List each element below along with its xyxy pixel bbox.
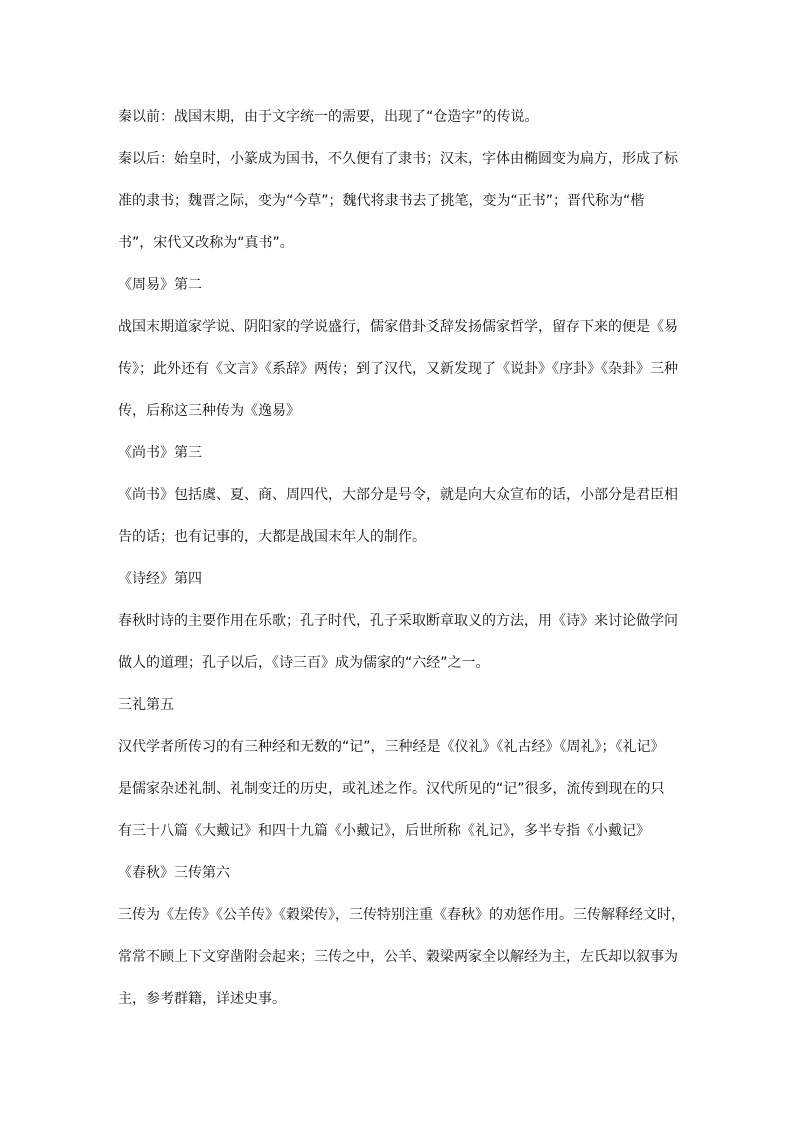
paragraph-line: 常常不顾上下文穿凿附会起来；三传之中，公羊、穀梁两家全以解经为主，左氏却以叙事为 xyxy=(118,949,678,965)
paragraph-line: 传》；此外还有《文言》《系辞》两传；到了汉代，又新发现了《说卦》《序卦》《杂卦》三种 xyxy=(118,361,678,377)
paragraph-line: 春秋时诗的主要作用在乐歌；孔子时代，孔子采取断章取义的方法，用《诗》来讨论做学问 xyxy=(118,613,678,629)
section-heading: 三礼第五 xyxy=(118,697,174,713)
paragraph-line: 告的话；也有记事的，大都是战国末年人的制作。 xyxy=(118,529,426,545)
paragraph-line: 汉代学者所传习的有三种经和无数的“记”，三种经是《仪礼》《礼古经》《周礼》；《礼记》 xyxy=(118,739,665,755)
section-heading: 《尚书》第三 xyxy=(118,445,202,461)
section-heading: 《春秋》三传第六 xyxy=(118,865,230,881)
paragraph-line: 三传为《左传》《公羊传》《穀梁传》，三传特别注重《春秋》的劝惩作用。三传解释经文时， xyxy=(118,907,685,923)
paragraph-line: 秦以后：始皇时，小篆成为国书，不久便有了隶书；汉末，字体由椭圆变为扁方，形成了标 xyxy=(118,151,678,167)
paragraph-line: 《尚书》包括虞、夏、商、周四代，大部分是号令，就是向大众宣布的话，小部分是君臣相 xyxy=(118,487,678,503)
paragraph-line: 是儒家杂述礼制、礼制变迁的历史，或礼述之作。汉代所见的“记”很多，流传到现在的只 xyxy=(118,781,665,797)
paragraph-line: 主，参考群籍，详述史事。 xyxy=(118,991,286,1007)
section-heading: 《周易》第二 xyxy=(118,277,202,293)
paragraph-line: 有三十八篇《大戴记》和四十九篇《小戴记》，后世所称《礼记》，多半专指《小戴记》 xyxy=(118,823,650,839)
paragraph-line: 准的隶书；魏晋之际，变为“今草”；魏代将隶书去了挑笔，变为“正书”；晋代称为“楷 xyxy=(118,193,645,209)
paragraph-line: 战国末期道家学说、阴阳家的学说盛行，儒家借卦爻辞发扬儒家哲学，留存下来的便是《易 xyxy=(118,319,678,335)
paragraph-line: 传，后称这三种传为《逸易》 xyxy=(118,403,300,419)
paragraph-line: 做人的道理；孔子以后，《诗三百》成为儒家的“六经”之一。 xyxy=(118,655,490,671)
paragraph-line: 书”，宋代又改称为“真书”。 xyxy=(118,235,294,251)
section-heading: 《诗经》第四 xyxy=(118,571,202,587)
paragraph-line: 秦以前：战国末期，由于文字统一的需要，出现了“仓造字”的传说。 xyxy=(118,109,539,125)
